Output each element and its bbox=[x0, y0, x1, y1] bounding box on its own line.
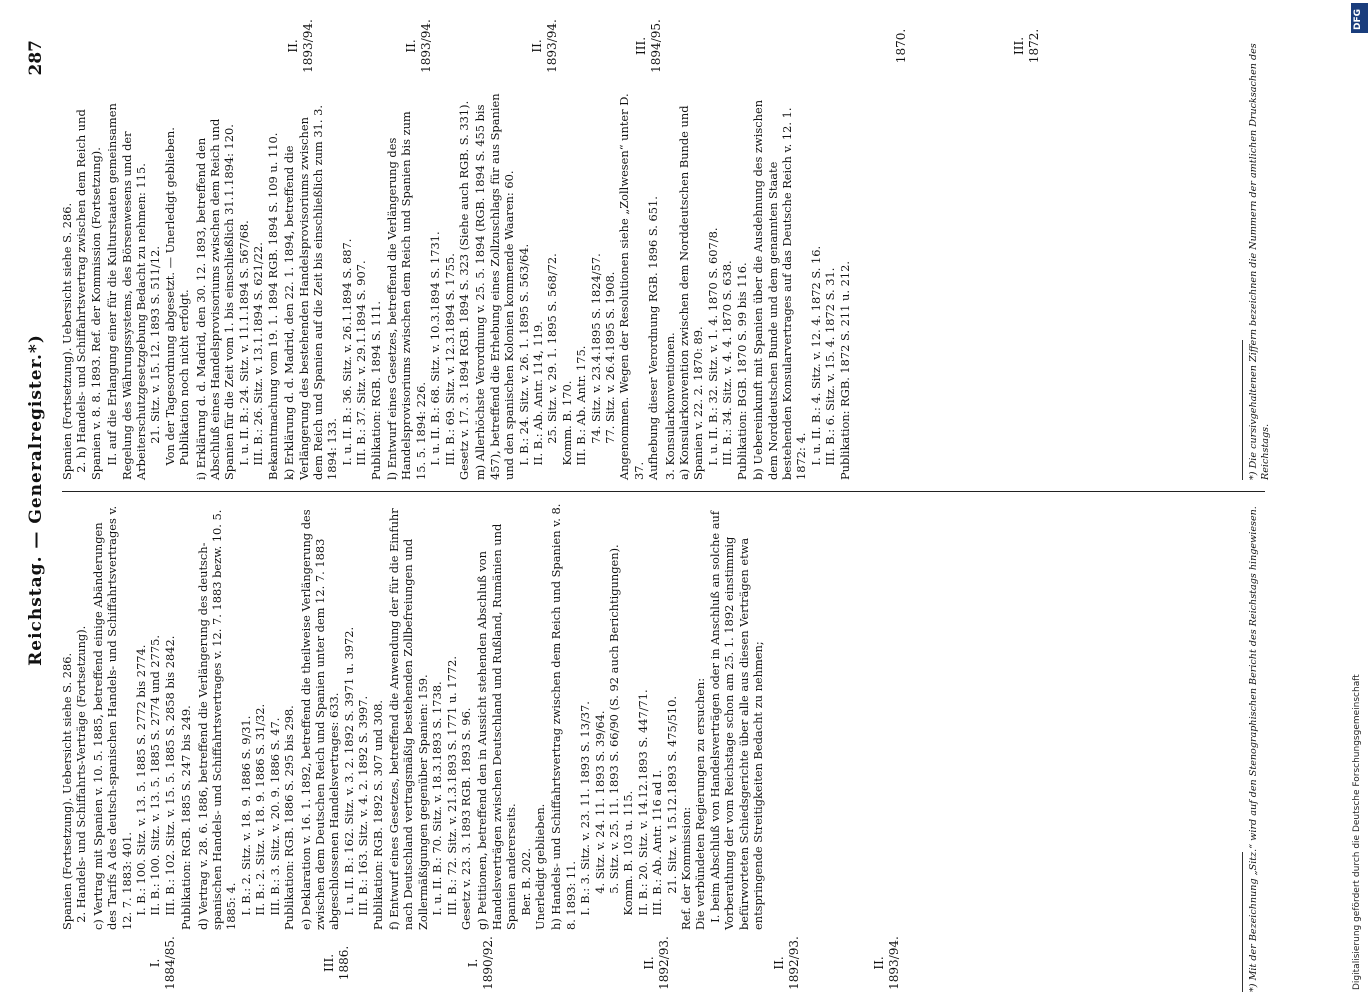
list-item: d) Vertrag v. 28. 6. 1886, betreffend die Verlängerung des deutsch-spanischen Handels- und Schiffahrtsvertrages v. 12. 7. 1883 bezw. 10. 5. 1885: 4. I. B.: 2. Sitz. v. 18. 9. 1886 S. 9/31. II. B.: 2. Sitz. v. 18. 9. 1886 S. 31/32. III. B.: 3. Sitz. v. 20. 9. 1886 S. 47. Publikation: RGB. 1886 S. 295 bis 298. bbox=[195, 509, 297, 930]
running-title: Reichstag. — Generalregister.*) bbox=[26, 334, 46, 666]
list-item: g) Petitionen, betreffend den in Aussicht stehenden Abschluß von Handelsverträgen zwischen Deutschland und Rußland, Rumänien und Spanien andererseits. Ber. B. 202. Unerledigt geblieben. bbox=[475, 523, 547, 930]
footnote-rule bbox=[1242, 340, 1243, 480]
column-divider bbox=[62, 491, 1265, 492]
list-item: e) Deklaration v. 16. 1. 1892, betreffend die theilweise Verlängerung des zwischen dem Deutschen Reich und Spanien unter dem 12. 7. 1883 abgeschlossenen Handelsvertrages: 633. I. u. II. B.: 162. Sitz. v. 3. 2. 1892 S. 3971 u. 3972. III. B.: 163. Sitz. v. 4. 2. 1892 S. 3997. Publikation: RGB. 1892 S. 307 und 308. bbox=[298, 509, 385, 930]
list-item: f) Entwurf eines Gesetzes, betreffend die Anwendung der für die Einfuhr nach Deutschland vertragsmäßig bestehenden Zollbefreiungen und Zollermäßigungen gegenüber Spanien: 159. I. u. II. B.: 70. Sitz. v. 18.3.1893 S. 1738. III. B.: 72. Sitz. v. 21.3.1893 S. 1771 u. 1772. Gesetz v. 23. 3. 1893 RGB. 1893 S. 96. bbox=[386, 508, 473, 930]
list-item: b) Uebereinkunft mit Spanien über die Ausdehnung des zwischen dem Norddeutschen Bunde und dem genannten Staate bestehenden Konsularvertrages auf das Deutsche Reich v. 12. 1. 1872: 4. I. u. II. B.: 4. Sitz. v. 12. 4. 1872 S. 16. III. B.: 6. Sitz. v. 15. 4. 1872 S. 31. Publikation: RGB. 1872 S. 211 u. 212. bbox=[751, 99, 852, 480]
session-label: 1870. bbox=[894, 28, 908, 64]
dfg-logo-text: DFG bbox=[1353, 8, 1363, 30]
session-label: II. 1892/93. bbox=[772, 936, 801, 990]
session-label: III. 1894/95. bbox=[634, 19, 663, 73]
session-label: I. 1884/85. bbox=[148, 936, 177, 990]
list-item: l) Entwurf eines Gesetzes, betreffend die Verlängerung des Handelsprovisoriums zwischen dem Reich und Spanien bis zum 15. 5. 1894: 226. I. u. II. B.: 68. Sitz. v. 10.3.1894 S. 1731. III. B.: 69. Sitz. v. 12.3.1894 S. 1755. Gesetz v. 17. 3. 1894 RGB. 1894 S. 323 (Siehe auch RGB. S. 331). bbox=[384, 100, 471, 480]
list-item: II. auf die Erlangung einer für die Kulturstaaten gemeinsamen Regelung des Währungssystems, des Börsenwesens und der Arbeiterschutzgesetzgebung Bedacht zu nehmen: 115. 21. Sitz. v. 15. 12. 1893 S. 511/12. Von der Tagesordnung abgesetzt. — Unerledigt geblieben. Publikation noch nicht erfolgt. bbox=[105, 103, 192, 480]
dfg-logo-icon bbox=[1351, 3, 1368, 33]
list-item: Spanien (Fortsetzung). Uebersicht siehe S. 286. 2. h) Handels- und Schiffahrtsvertrag zwischen dem Reich und Spanien v. 8. 8. 1893. Ref. der Kommission (Fortsetzung). bbox=[60, 109, 103, 480]
right-entries bbox=[60, 92, 854, 480]
list-item: Publikation: RGB. 1885 S. 247 bis 249. bbox=[179, 705, 194, 930]
session-label: II. 1893/94. bbox=[404, 19, 433, 73]
footnote-right: *) Die cursivgehaltenen Ziffern bezeichnen die Nummern der amtlichen Drucksachen des Reichstags. bbox=[1248, 43, 1271, 480]
digitization-credit: Digitalisierung gefördert durch die Deutsche Forschungsgemeinschaft bbox=[1352, 674, 1362, 990]
session-label: II. 1893/94. bbox=[872, 936, 901, 990]
footnote-rule bbox=[1242, 852, 1243, 992]
session-label: III. 1886. bbox=[322, 945, 351, 981]
page-header bbox=[18, 40, 54, 960]
session-label: II. 1893/94. bbox=[530, 19, 559, 73]
session-label: II. 1892/93. bbox=[642, 936, 671, 990]
session-label: III. 1872. bbox=[1012, 28, 1041, 64]
list-item: m) Allerhöchste Verordnung v. 25. 5. 1894 (RGB. 1894 S. 455 bis 457), betreffend die Erhebung eines Zollzuschlags für aus Spanien und den spanischen Kolonien kommende Waaren: 60. I. B.: 24. Sitz. v. 26. 1. 1895 S. 563/64. II. B.: Ab. Antr. 114, 119. 25. Sitz. v. 29. 1. 1895 S. 568/72. Komm. B. 170. III. B.: Ab. Antr. 175. 74. Sitz. v. 23.4.1895 S. 1824/57. 77. Sitz. v. 26.4.1895 S. 1908. Angenommen. Wegen der Resolutionen siehe „Zollwesen“ unter D. 37. Aufhebung dieser Verordnung RGB. 1896 S. 651. bbox=[473, 93, 661, 480]
list-item: c) Vertrag mit Spanien v. 10. 5. 1885, betreffend einige Abänderungen des Tarifs A des deutsch-spanischen Handels- und Schiffahrtsvertrages v. 12. 7. 1883: 401. I. B.: 100. Sitz. v. 13. 5. 1885 S. 2772 bis 2774. II. B.: 100. Sitz. v. 13. 5. 1885 S. 2774 und 2775. III. B.: 102. Sitz. v. 15. 5. 1885 S. 2858 bis 2842. bbox=[90, 505, 177, 930]
session-label: II. 1893/94. bbox=[286, 19, 315, 73]
list-item: Spanien (Fortsetzung). Uebersicht siehe S. 286. 2. Handels- und Schiffahrts-Verträge (Fortsetzung). bbox=[60, 625, 89, 930]
session-label: I. 1890/92. bbox=[466, 936, 495, 990]
footnote-left: *) Mit der Bezeichnung „Sitz.“ wird auf den Stenographischen Bericht des Reichstags hingewiesen. bbox=[1248, 506, 1259, 992]
list-item: h) Handels- und Schiffahrtsvertrag zwischen dem Reich und Spanien v. 8. 8. 1893: 11. I. B.: 3. Sitz. v. 23. 11. 1893 S. 13/37. 4. Sitz. v. 24. 11. 1893 S. 39/64. 5. Sitz. v. 25. 11. 1893 S. 66/90 (S. 92 auch Berichtigungen). Komm. B. 103 u. 115. II. B.: 20. Sitz. v. 14.12.1893 S. 447/71. III. B.: Ab. Antr. 116 ad I. 21. Sitz. v. 15.12.1893 S. 475/510. Ref. der Kommission: Die verbündeten Regierungen zu ersuchen: I. beim Abschluß von Handelsverträgen oder in Anschluß an solche auf Vorberathung der vom Reichstage schon am 25. 1. 1892 einstimmig befürworteten Schiedsgerichte über alle aus diesen Verträgen etwa entspringende Streitigkeiten Bedacht zu nehmen; bbox=[549, 503, 766, 930]
list-item: 3. Konsularkonventionen. a) Konsularkonvention zwischen dem Norddeutschen Bunde und Spanien v. 22. 2. 1870: 89. I. u. II. B.: 32. Sitz. v. 1. 4. 1870 S. 607/8. III. B.: 34. Sitz. v. 4. 4. 1870 S. 638. Publikation: BGB. 1870 S. 99 bis 116. bbox=[662, 105, 749, 480]
digitization-sidebar bbox=[1350, 0, 1369, 1000]
list-item: k) Erklärung d. d. Madrid, den 22. 1. 1894, betreffend die Verlängerung des bestehenden Handelsprovisoriums zwischen dem Reich und Spanien auf die Zeit bis einschließlich zum 31. 3. 1894: 133. I. u. II. B.: 36. Sitz. v. 26.1.1894 S. 887. III. B.: 37. Sitz. v. 29.1.1894 S. 907. Publikation: RGB. 1894 S. 111. bbox=[282, 105, 383, 480]
page-number: 287 bbox=[26, 40, 46, 76]
left-entries bbox=[60, 502, 768, 930]
list-item: i) Erklärung d. d. Madrid, den 30. 12. 1893, betreffend den Abschluß eines Handelsprovisoriums zwischen dem Reich und Spanien für die Zeit vom 1. bis einschließlich 31.1.1894: 120. I. u. II. B.: 24. Sitz. v. 11.1.1894 S. 567/68. III. B.: 26. Sitz. v. 13.1.1894 S. 621/22. Bekanntmachung vom 19. 1. 1894 RGB. 1894 S. 109 u. 110. bbox=[193, 118, 280, 480]
